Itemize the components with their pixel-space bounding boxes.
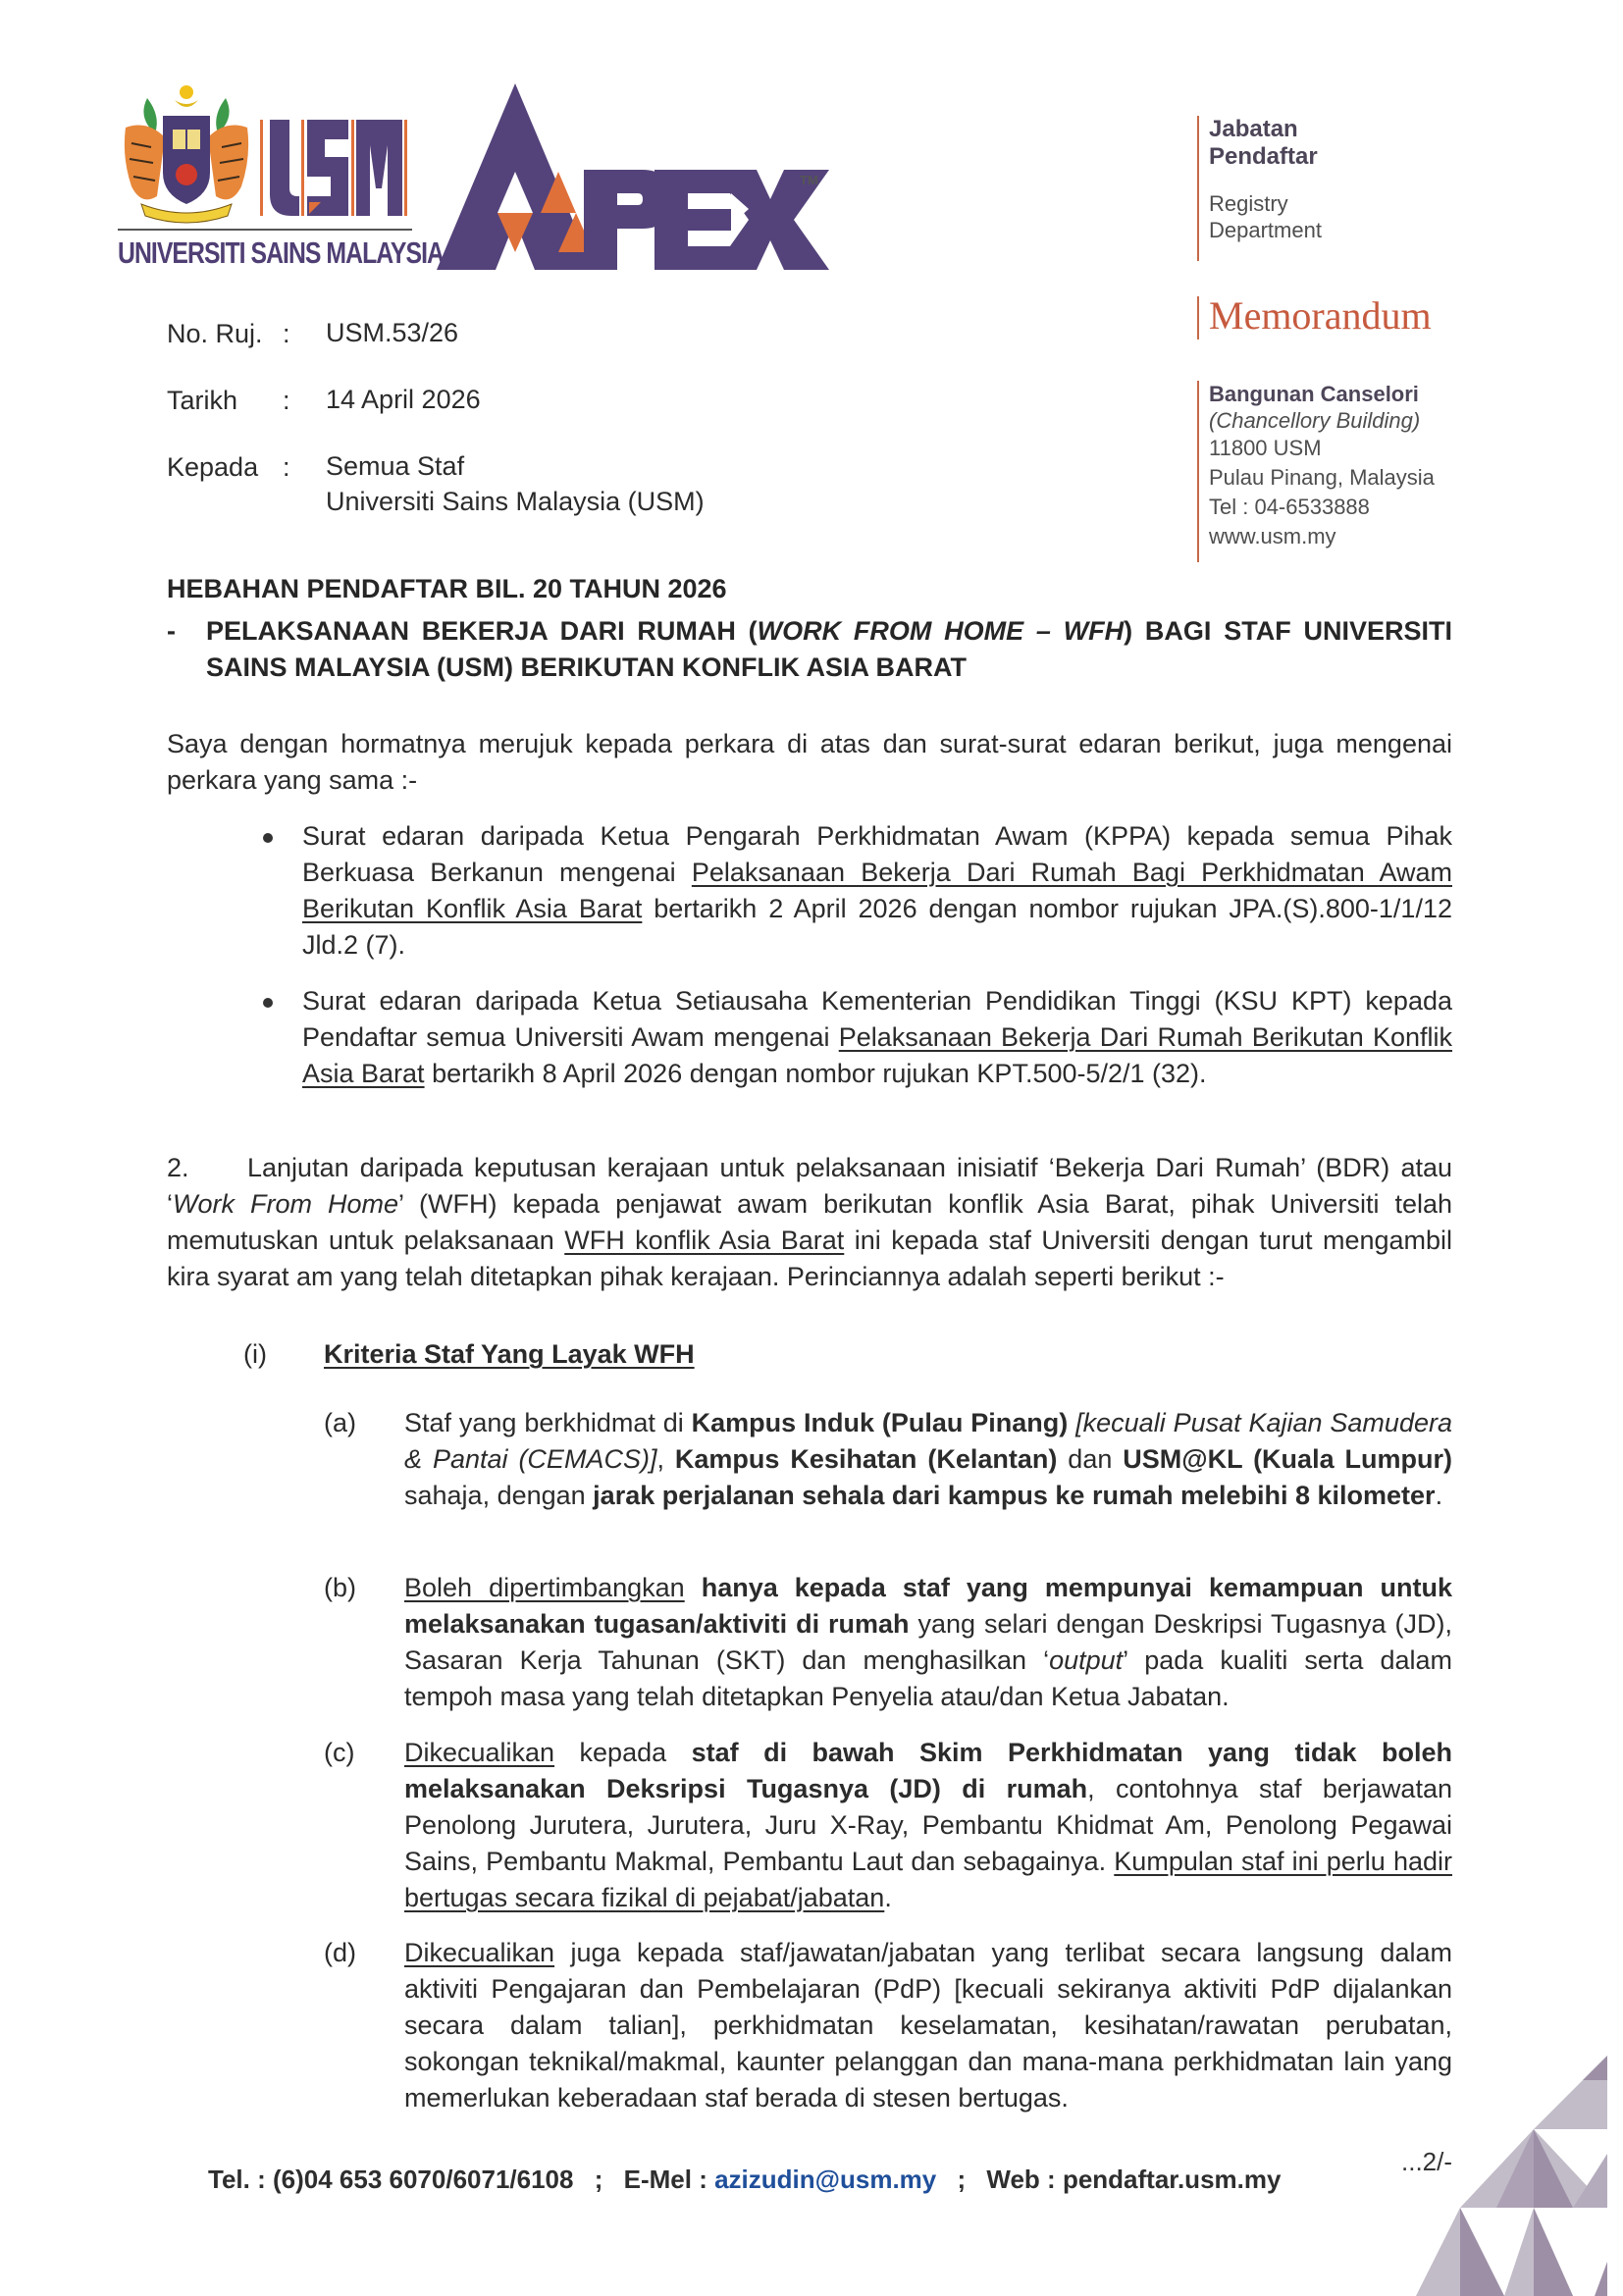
address-web: www.usm.my xyxy=(1209,524,1336,548)
footer-separator: ; xyxy=(957,2165,967,2194)
dept-name-en-1: Registry xyxy=(1209,191,1288,216)
dept-name-bm-1: Jabatan xyxy=(1209,116,1298,142)
to-line-2: Universiti Sains Malaysia (USM) xyxy=(326,487,705,516)
date-colon: : xyxy=(283,386,290,415)
date-label: Tarikh xyxy=(167,386,238,415)
triangle-pattern-icon xyxy=(1416,2056,1607,2296)
section-title: Kriteria Staf Yang Layak WFH xyxy=(324,1339,695,1369)
address-block xyxy=(1197,381,1435,562)
subject-dash: - xyxy=(167,616,176,646)
to-colon: : xyxy=(283,452,290,482)
memorandum-label-block xyxy=(1197,293,1432,339)
subject-part-b: ) BAGI STAF UNIVERSITI SAINS MALAYSIA (USM) BERIKUTAN KONFLIK ASIA BARAT xyxy=(206,616,1452,682)
item-label: (c) xyxy=(324,1738,355,1767)
criteria-item-c xyxy=(324,1735,1452,1916)
address-building: Bangunan Canselori xyxy=(1209,382,1419,406)
trademark-mark: TM xyxy=(800,173,818,187)
reference-item xyxy=(265,983,1452,1092)
address-tel: Tel : 04-6533888 xyxy=(1209,495,1370,519)
item-text: Boleh dipertimbangkan hanya kepada staf yang mempunyai kemampuan untuk melaksanakan tugasan/aktiviti di rumah yang selari dengan Deskripsi Tugasnya (JD), Sasaran Kerja Tahunan (SKT) dan menghasilkan ‘output’ pada kualiti serta dalam tempoh masa yang telah ditetapkan Penyelia atau/dan Ketua Jabatan. xyxy=(404,1573,1452,1711)
subject-part-a: PELAKSANAAN BEKERJA DARI RUMAH ( xyxy=(206,616,758,646)
to-label: Kepada xyxy=(167,452,259,482)
item-label: (b) xyxy=(324,1573,356,1602)
footer-web-label: Web : xyxy=(986,2165,1056,2194)
document-type: Memorandum xyxy=(1209,293,1432,338)
to-line-1: Semua Staf xyxy=(326,451,465,481)
dept-name-en-2: Department xyxy=(1209,218,1322,242)
criteria-item-d xyxy=(324,1935,1452,2116)
university-name: UNIVERSITI SAINS MALAYSIA xyxy=(118,235,444,270)
item-text: Staf yang berkhidmat di Kampus Induk (Pulau Pinang) [kecuali Pusat Kajian Samudera & Pantai (CEMACS)], Kampus Kesihatan (Kelantan) dan USM@KL (Kuala Lumpur) sahaja, dengan jarak perjalanan sehala dari kampus ke rumah melebihi 8 kilometer. xyxy=(404,1408,1452,1510)
logo-divider xyxy=(118,229,412,231)
footer-web-link[interactable]: pendaftar.usm.my xyxy=(1062,2165,1282,2194)
usm-wordmark-icon xyxy=(260,120,407,216)
address-building-en: (Chancellory Building) xyxy=(1209,408,1421,433)
item-text: Dikecualikan juga kepada staf/jawatan/jabatan yang terlibat secara langsung dalam aktiviti Pengajaran dan Pembelajaran (PdP) [kecuali sekiranya aktiviti PdP dijalankan secara dalam talian], perkhidmatan keselamatan, kesihatan/rawatan perubatan, sokongan teknikal/makmal, kaunter pelanggan dan mana-mana perkhidmatan lain yang memerlukan keberadaan staf berada di stesen bertugas. xyxy=(404,1938,1452,2113)
address-city: Pulau Pinang, Malaysia xyxy=(1209,465,1435,490)
ref-value: USM.53/26 xyxy=(326,318,459,347)
reference-title-link: Pelaksanaan Bekerja Dari Rumah Bagi Perkhidmatan Awam Berikutan Konflik Asia Barat xyxy=(302,858,1452,923)
ref-colon: : xyxy=(283,319,290,348)
paragraph-number: 2. xyxy=(167,1153,189,1182)
criteria-item-a xyxy=(324,1405,1452,1514)
date-value: 14 April 2026 xyxy=(326,385,481,414)
bullet-icon xyxy=(263,833,273,843)
apex-logo-icon xyxy=(437,83,839,270)
department-block xyxy=(1197,116,1322,261)
bullet-icon xyxy=(263,998,273,1008)
reference-text: Surat edaran daripada Ketua Setiausaha Kementerian Pendidikan Tinggi (KSU KPT) kepada Pendaftar semua Universiti Awam mengenai Pelaksanaan Bekerja Dari Rumah Berikutan Konflik Asia Barat bertarikh 8 April 2026 dengan nombor rujukan KPT.500-5/2/1 (32). xyxy=(302,986,1452,1088)
footer-tel-label: Tel. : xyxy=(208,2165,266,2194)
footer-tel-value: (6)04 653 6070/6071/6108 xyxy=(272,2165,574,2194)
ref-label: No. Ruj. xyxy=(167,319,263,348)
paragraph-2: 2. Lanjutan daripada keputusan kerajaan untuk pelaksanaan inisiatif ‘Bekerja Dari Rumah’ (BDR) atau ‘Work From Home’ (WFH) kepada penjawat awam berikutan konflik Asia Barat, pihak Universiti telah memutuskan untuk pelaksanaan WFH konflik Asia Barat ini kepada staf Universiti dengan turut mengambil kira syarat am yang telah ditetapkan pihak kerajaan. Perinciannya adalah seperti berikut :- xyxy=(167,1150,1452,1295)
address-postcode: 11800 USM xyxy=(1209,436,1322,460)
footer-email-link[interactable]: azizudin@usm.my xyxy=(714,2165,937,2194)
subject-italic: WORK FROM HOME – WFH xyxy=(757,616,1125,646)
usm-crest-icon xyxy=(118,78,255,226)
item-text: Dikecualikan kepada staf di bawah Skim Perkhidmatan yang tidak boleh melaksanakan Deksripsi Tugasnya (JD) di rumah, contohnya staf berjawatan Penolong Jurutera, Jurutera, Juru X-Ray, Pembantu Khidmat Am, Penolong Pegawai Sains, Pembantu Makmal, Pembantu Laut dan sebagainya. Kumpulan staf ini perlu hadir bertugas secara fizikal di pejabat/jabatan. xyxy=(404,1738,1452,1912)
usm-logo xyxy=(118,78,444,270)
reference-item xyxy=(265,818,1452,964)
reference-title-link: Pelaksanaan Bekerja Dari Rumah Berikutan Konflik Asia Barat xyxy=(302,1022,1452,1088)
item-label: (a) xyxy=(324,1408,356,1437)
subject-text xyxy=(206,613,1452,686)
criteria-item-b xyxy=(324,1570,1452,1715)
section-number: (i) xyxy=(243,1339,267,1369)
page-continuation: ...2/- xyxy=(1401,2147,1453,2176)
dept-name-bm-2: Pendaftar xyxy=(1209,143,1318,170)
footer-contact xyxy=(208,2165,1281,2195)
reference-text: Surat edaran daripada Ketua Pengarah Perkhidmatan Awam (KPPA) kepada semua Pihak Berkuasa Berkanun mengenai Pelaksanaan Bekerja Dari Rumah Bagi Perkhidmatan Awam Berikutan Konflik Asia Barat bertarikh 2 April 2026 dengan nombor rujukan JPA.(S).800-1/1/12 Jld.2 (7). xyxy=(302,821,1452,960)
footer-separator: ; xyxy=(594,2165,603,2194)
footer-email-label: E-Mel : xyxy=(623,2165,707,2194)
announcement-number: HEBAHAN PENDAFTAR BIL. 20 TAHUN 2026 xyxy=(167,574,727,603)
intro-paragraph: Saya dengan hormatnya merujuk kepada perkara di atas dan surat-surat edaran berikut, juga mengenai perkara yang sama :- xyxy=(167,729,1452,795)
item-label: (d) xyxy=(324,1938,356,1967)
